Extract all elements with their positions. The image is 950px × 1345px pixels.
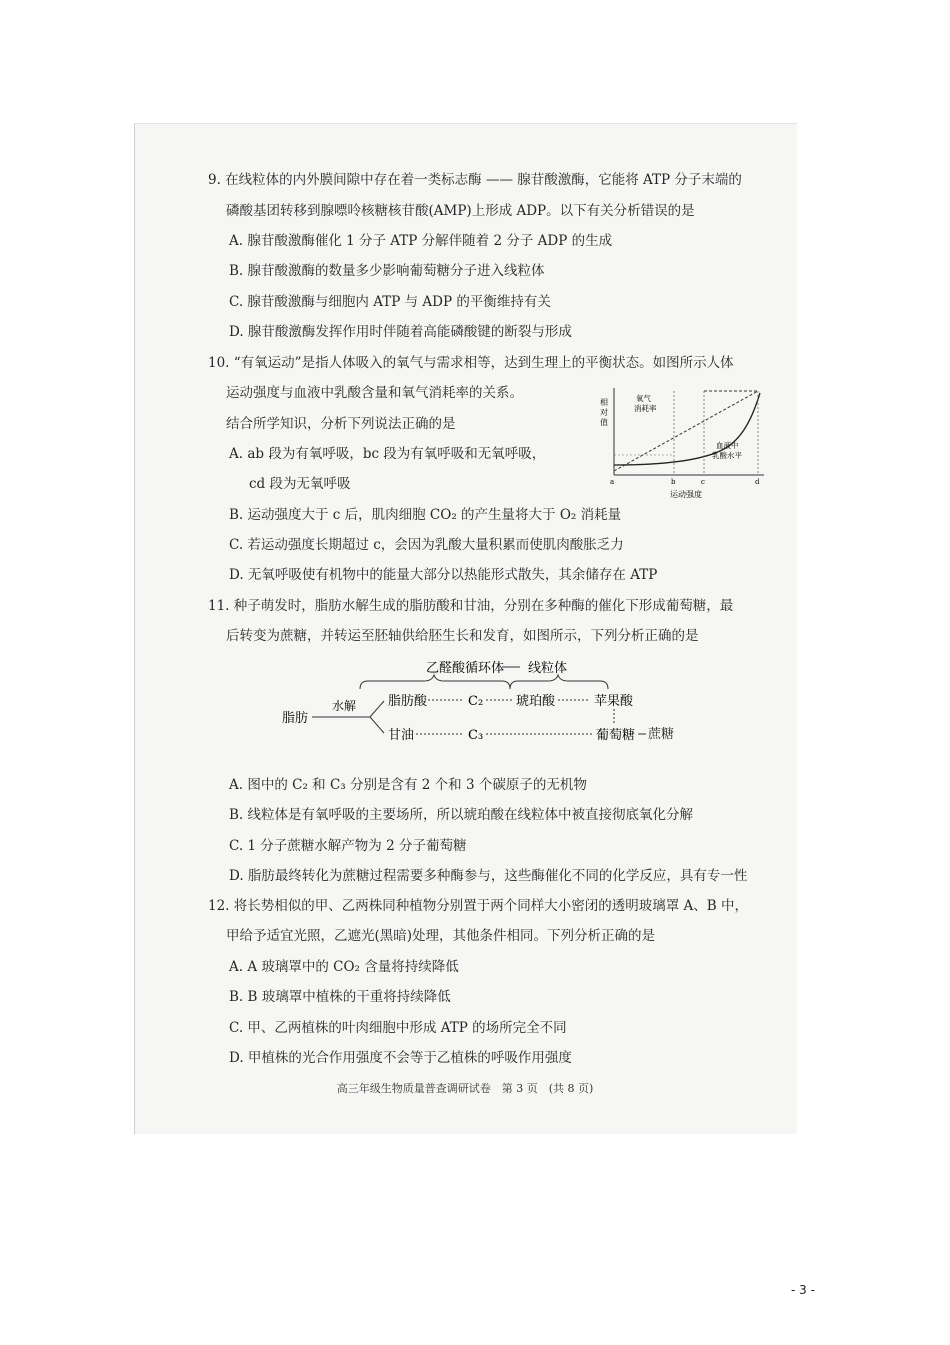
- glyoxysome-label: 乙醛酸循环体: [426, 661, 505, 676]
- oxygen-label-2: 消耗率: [634, 404, 657, 413]
- malate-label: 苹果酸: [594, 694, 634, 709]
- tick-b: b: [671, 478, 676, 486]
- q9-stem-line1: 9. 在线粒体的内外膜间隙中存在着一类标志酶 —— 腺苷酸激酶，它能将 ATP 分子末端的: [208, 172, 742, 188]
- glyoxysome-brace: [360, 675, 510, 689]
- q9-option-b: B. 腺苷酸激酶的数量多少影响葡萄糖分子进入线粒体: [229, 263, 545, 279]
- tick-c: c: [701, 478, 705, 486]
- fat-label: 脂肪: [282, 711, 309, 726]
- page-footer: 高三年级生物质量普查调研试卷 第 3 页 (共 8 页): [336, 1082, 594, 1095]
- q10-option-a-line1: A. ab 段为有氧呼吸，bc 段为有氧呼吸和无氧呼吸，: [229, 446, 546, 462]
- q12-option-c: C. 甲、乙两植株的叶肉细胞中形成 ATP 的场所完全不同: [229, 1020, 567, 1036]
- q11-option-c: C. 1 分子蔗糖水解产物为 2 分子葡萄糖: [229, 838, 467, 854]
- q9-option-a: A. 腺苷酸激酶催化 1 分子 ATP 分解伴随着 2 分子 ADP 的生成: [229, 233, 613, 249]
- q12-option-b: B. B 玻璃罩中植株的干重将持续降低: [229, 989, 451, 1005]
- q10-exercise-graph: [592, 385, 772, 503]
- oxygen-label-1: 氧气: [636, 394, 651, 403]
- glycerol-label: 甘油: [388, 728, 415, 743]
- q11-stem-line2: 后转变为蔗糖，并转运至胚轴供给胚生长和发育，如图所示，下列分析正确的是: [226, 628, 699, 644]
- q12-stem-line1: 12. 将长势相似的甲、乙两株同种植物分别置于两个同样大小密闭的透明玻璃罩 A、B 中，: [208, 898, 749, 914]
- q10-option-a-line2: cd 段为无氧呼吸: [249, 476, 351, 492]
- c3-label: C₃: [468, 728, 484, 743]
- q12-stem-line2: 甲给予适宜光照，乙遮光(黑暗)处理，其他条件相同。下列分析正确的是: [226, 928, 656, 944]
- q9-option-c: C. 腺苷酸激酶与细胞内 ATP 与 ADP 的平衡维持有关: [229, 294, 551, 310]
- hydrolysis-label: 水解: [332, 699, 357, 713]
- fatty-acid-label: 脂肪酸: [388, 694, 428, 709]
- q10-stem-line3: 结合所学知识，分析下列说法正确的是: [226, 416, 456, 432]
- mitochondrion-brace: [510, 675, 608, 689]
- q10-option-d: D. 无氧呼吸使有机物中的能量大部分以热能形式散失，其余储存在 ATP: [229, 567, 658, 583]
- branch-down: [370, 717, 384, 733]
- lactate-label-1: 血液中: [716, 441, 739, 450]
- q9-option-d: D. 腺苷酸激酶发挥作用时伴随着高能磷酸键的断裂与形成: [229, 324, 572, 340]
- q12-option-a: A. A 玻璃罩中的 CO₂ 含量将持续降低: [229, 959, 459, 975]
- ylabel-2: 对: [600, 408, 608, 417]
- q9-stem-line2: 磷酸基团转移到腺嘌呤核糖核苷酸(AMP)上形成 ADP。以下有关分析错误的是: [226, 203, 695, 219]
- q11-option-b: B. 线粒体是有氧呼吸的主要场所，所以琥珀酸在线粒体中被直接彻底氧化分解: [229, 807, 694, 823]
- succinate-label: 琥珀酸: [516, 694, 556, 709]
- xlabel: 运动强度: [670, 490, 702, 499]
- q11-stem-line1: 11. 种子萌发时，脂肪水解生成的脂肪酸和甘油，分别在多种酶的催化下形成葡萄糖，最: [208, 598, 734, 614]
- q10-option-c: C. 若运动强度长期超过 c，会因为乳酸大量积累而使肌肉酸胀乏力: [229, 537, 624, 553]
- c2-label: C₂: [468, 694, 484, 709]
- ylabel-1: 相: [600, 398, 608, 407]
- q11-option-a: A. 图中的 C₂ 和 C₃ 分别是含有 2 个和 3 个碳原子的无机物: [229, 777, 587, 793]
- tick-a: a: [610, 478, 615, 486]
- lactate-label-2: 乳酸水平: [712, 451, 742, 460]
- q10-stem-line1: 10. “有氧运动”是指人体吸入的氧气与需求相等，达到生理上的平衡状态。如图所示人体: [208, 355, 734, 371]
- q10-stem-line2: 运动强度与血液中乳酸含量和氧气消耗率的关系。: [226, 385, 523, 401]
- tick-d: d: [755, 478, 760, 486]
- q11-option-d: D. 脂肪最终转化为蔗糖过程需要多种酶参与，这些酶催化不同的化学反应，具有专一性: [229, 868, 748, 884]
- q12-option-d: D. 甲植株的光合作用强度不会等于乙植株的呼吸作用强度: [229, 1050, 572, 1066]
- q10-option-b: B. 运动强度大于 c 后，肌肉细胞 CO₂ 的产生量将大于 O₂ 消耗量: [229, 507, 622, 523]
- page-number: - 3 -: [791, 1283, 815, 1297]
- mitochondrion-label: 线粒体: [528, 661, 568, 676]
- q11-fat-conversion-diagram: [272, 655, 652, 755]
- sucrose-label: 蔗糖: [648, 727, 675, 742]
- ylabel-3: 值: [600, 418, 608, 427]
- branch-up: [370, 701, 384, 717]
- glucose-label: 葡萄糖: [596, 728, 636, 743]
